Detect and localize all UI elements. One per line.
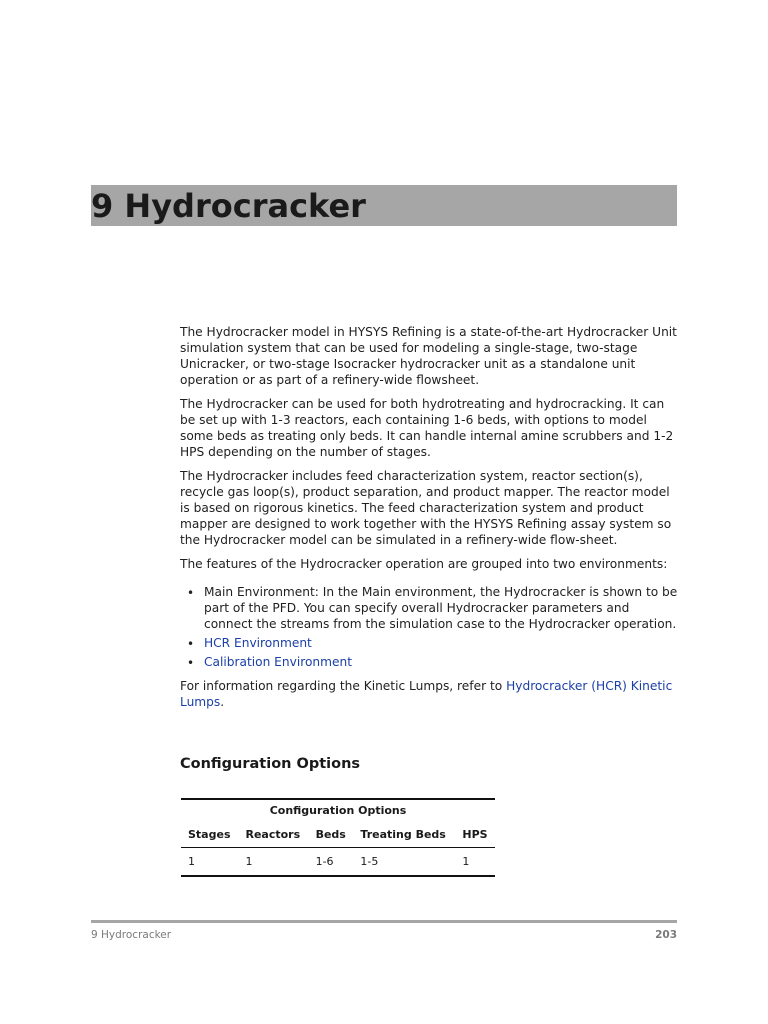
header-treating-beds: Treating Beds [353, 823, 455, 848]
intro-paragraph-4: The features of the Hydrocracker operation are grouped into two environments: [180, 557, 668, 571]
header-stages: Stages [181, 823, 238, 848]
kinetic-lumps-paragraph [180, 678, 680, 710]
hcr-environment-link[interactable]: HCR Environment [204, 636, 312, 650]
header-beds: Beds [309, 823, 354, 848]
table-header-row [181, 823, 495, 848]
cell-hps: 1 [455, 848, 495, 877]
footer-chapter-label: 9 Hydrocracker [91, 929, 172, 941]
kinetic-lumps-prefix: For information regarding the Kinetic Lumps, refer to [180, 679, 507, 693]
calibration-environment-link[interactable]: Calibration Environment [204, 655, 353, 669]
cell-beds: 1-6 [309, 848, 354, 877]
cell-reactors: 1 [238, 848, 308, 877]
configuration-options-heading: Configuration Options [180, 756, 361, 772]
configuration-options-table [181, 798, 495, 877]
feature-main-environment: • Main Environment: In the Main environment, the Hydrocracker is shown to be part of the PFD. You can specify overall Hydrocracker parameters and connect the streams from the simulation case to the Hydrocracker operation. [204, 584, 680, 632]
intro-paragraph-3: The Hydrocracker includes feed characterization system, reactor section(s), recycle gas loop(s), product separation, and product mapper. The reactor model is based on rigorous kinetics. The feed characterization system and product mapper are designed to work together with the HYSYS Refining assay system so the Hydrocracker model can be simulated in a refinery-wide flow-sheet. [180, 469, 672, 547]
table-caption: Configuration Options [181, 798, 495, 823]
kinetic-lumps-link[interactable]: Hydrocracker (HCR) Kinetic Lumps [180, 679, 673, 709]
cell-treating-beds: 1-5 [353, 848, 455, 877]
body-text [180, 324, 680, 718]
table-row [181, 848, 495, 877]
footer-rule [91, 920, 677, 923]
feature-calibration-environment [204, 654, 680, 670]
feature-list [180, 584, 680, 670]
intro-paragraph-2: The Hydrocracker can be used for both hydrotreating and hydrocracking. It can be set up with 1-3 reactors, each containing 1-6 beds, with options to model some beds as treating only beds. It can handle internal amine scrubbers and 1-2 HPS depending on the number of stages. [180, 397, 674, 459]
feature-hcr-environment [204, 635, 680, 651]
intro-paragraph-1: The Hydrocracker model in HYSYS Refining is a state-of-the-art Hydrocracker Unit simulation system that can be used for modeling a single-stage, two-stage Unicracker, or two-stage Isocracker hydrocracker unit as a standalone unit operation or as part of a refinery-wide flowsheet. [180, 325, 677, 387]
header-hps: HPS [455, 823, 495, 848]
chapter-title: 9 Hydrocracker [91, 187, 366, 225]
footer-page-number: 203 [655, 929, 677, 941]
kinetic-lumps-suffix: . [220, 695, 225, 709]
cell-stages: 1 [181, 848, 238, 877]
header-reactors: Reactors [238, 823, 308, 848]
